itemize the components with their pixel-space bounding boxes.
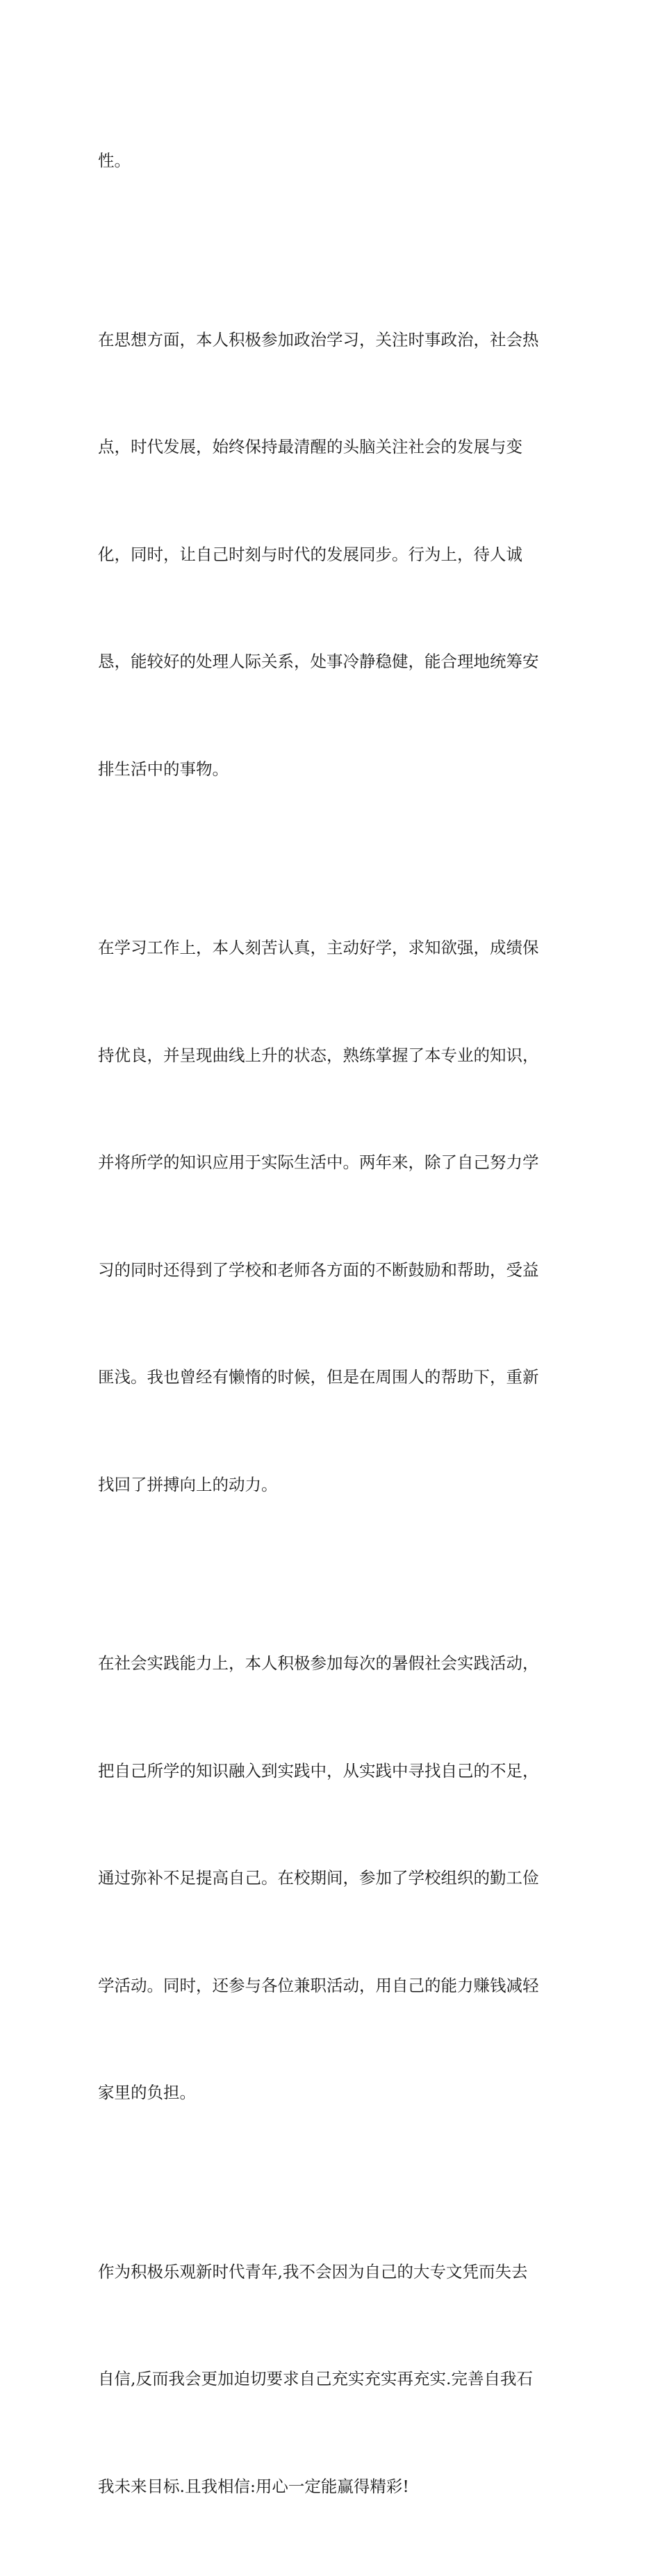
text-line: 我未来目标.且我相信:用心一定能赢得精彩!: [98, 2469, 570, 2505]
paragraph-study-work: [98, 859, 570, 1574]
document-body: [98, 72, 570, 2576]
text-line: 在学习工作上，本人刻苦认真，主动好学，求知欲强，成绩保: [98, 930, 570, 966]
text-line: 找回了拼搏向上的动力。: [98, 1467, 570, 1503]
text-line: 性。: [98, 143, 570, 179]
text-line: 匪浅。我也曾经有懒惰的时候，但是在周围人的帮助下，重新: [98, 1360, 570, 1396]
document-page: [0, 0, 660, 854]
paragraph-ideology: [98, 251, 570, 859]
text-line: 恳，能较好的处理人际关系，处事冷静稳健，能合理地统筹安: [98, 644, 570, 680]
text-line: 持优良，并呈现曲线上升的状态，熟练掌握了本专业的知识，: [98, 1038, 570, 1074]
text-line: 习的同时还得到了学校和老师各方面的不断鼓励和帮助，受益: [98, 1253, 570, 1289]
paragraph-social-practice: [98, 1574, 570, 2183]
text-line: 作为积极乐观新时代青年,我不会因为自己的大专文凭而失去: [98, 2254, 570, 2290]
text-line: 在思想方面，本人积极参加政治学习，关注时事政治，社会热: [98, 322, 570, 358]
text-line: 通过弥补不足提高自己。在校期间，参加了学校组织的勤工俭: [98, 1860, 570, 1897]
text-line: 点，时代发展，始终保持最清醒的头脑关注社会的发展与变: [98, 429, 570, 465]
text-line: 并将所学的知识应用于实际生活中。两年来，除了自己努力学: [98, 1145, 570, 1181]
text-line: 在社会实践能力上，本人积极参加每次的暑假社会实践活动，: [98, 1646, 570, 1682]
text-line: 学活动。同时，还参与各位兼职活动，用自己的能力赚钱减轻: [98, 1968, 570, 2004]
text-line: 化，同时，让自己时刻与时代的发展同步。行为上，待人诚: [98, 537, 570, 573]
text-line: 把自己所学的知识融入到实践中，从实践中寻找自己的不足，: [98, 1753, 570, 1790]
paragraph-conclusion: [98, 2183, 570, 2576]
paragraph-ending-fragment: [98, 72, 570, 251]
text-line: 家里的负担。: [98, 2075, 570, 2111]
text-line: 排生活中的事物。: [98, 752, 570, 788]
text-line: 自信,反而我会更加迫切要求自己充实充实再充实.完善自我石: [98, 2361, 570, 2397]
